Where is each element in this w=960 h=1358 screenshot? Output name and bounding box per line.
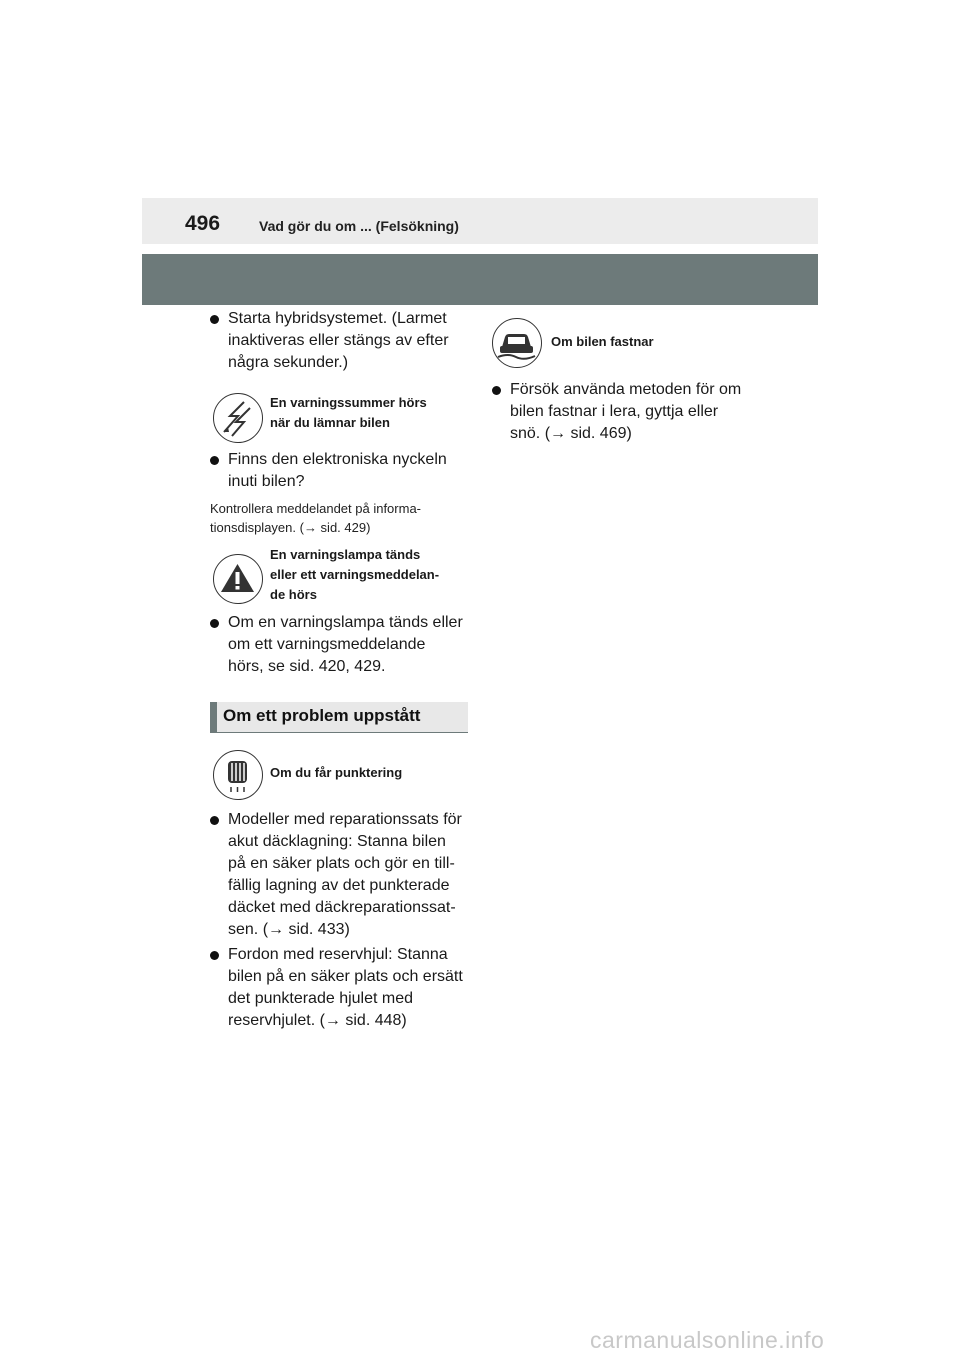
bullet-dot — [492, 386, 501, 395]
stuck-car-icon — [492, 318, 542, 368]
bullet-dot — [210, 619, 219, 628]
bullet-dot — [210, 456, 219, 465]
footer-watermark[interactable]: carmanualsonline.info — [590, 1327, 825, 1353]
bullet-text: Starta hybridsystemet. (Larmet inaktiveras eller stängs av efter några sekunder.) — [228, 310, 449, 371]
buzzer-label: En varningssummer hörs när du lämnar bilen — [270, 395, 427, 430]
bullet-dot — [210, 816, 219, 825]
bullet-text: Modeller med reparationssats för akut däcklagning: Stanna bilen på en säker plats och gör en till- fällig lagning av det punkterade däcket med däckreparationssat- sen. (→ sid. 433) — [228, 811, 462, 938]
bullet-start-hybrid — [228, 308, 478, 374]
section-heading-box — [210, 702, 468, 733]
bullet-dot — [210, 315, 219, 324]
flat-tire-icon — [213, 750, 263, 800]
bullet-electronic-key — [228, 449, 478, 493]
bullet-repair-kit — [228, 809, 478, 941]
stuck-label: Om bilen fastnar — [551, 334, 654, 349]
tire-label: Om du får punktering — [270, 765, 403, 780]
buzzer-icon — [213, 393, 263, 443]
header-title: Vad gör du om ... (Felsökning) — [259, 218, 459, 234]
bullet-text: Försök använda metoden för om bilen fastnar i lera, gyttja eller snö. (→ sid. 469) — [510, 381, 742, 442]
bullet-text: Finns den elektroniska nyckeln inuti bilen? — [228, 451, 447, 490]
section-title: Om ett problem uppstått — [223, 706, 421, 725]
warning-triangle-icon — [213, 554, 263, 604]
page-number: 496 — [185, 212, 221, 235]
note-check-display: Kontrollera meddelandet på informa- tionsdisplayen. (→ sid. 429) — [210, 501, 422, 535]
bullet-text: Fordon med reservhjul: Stanna bilen på en säker plats och ersätt det punkterade hjulet med reservhjulet. (→ sid. 448) — [228, 946, 463, 1029]
warning-label: En varningslampa tänds eller ett varningsmeddelan- de hörs — [270, 547, 440, 602]
bullet-stuck-car — [510, 379, 770, 445]
bullet-dot — [210, 951, 219, 960]
accent-bar — [142, 254, 818, 305]
header-bar — [142, 198, 818, 244]
bullet-spare-wheel — [228, 944, 478, 1032]
bullet-text: Om en varningslampa tänds eller om ett varningsmeddelande hörs, se sid. 420, 429. — [228, 614, 463, 675]
bullet-warning-lamp — [228, 612, 478, 678]
